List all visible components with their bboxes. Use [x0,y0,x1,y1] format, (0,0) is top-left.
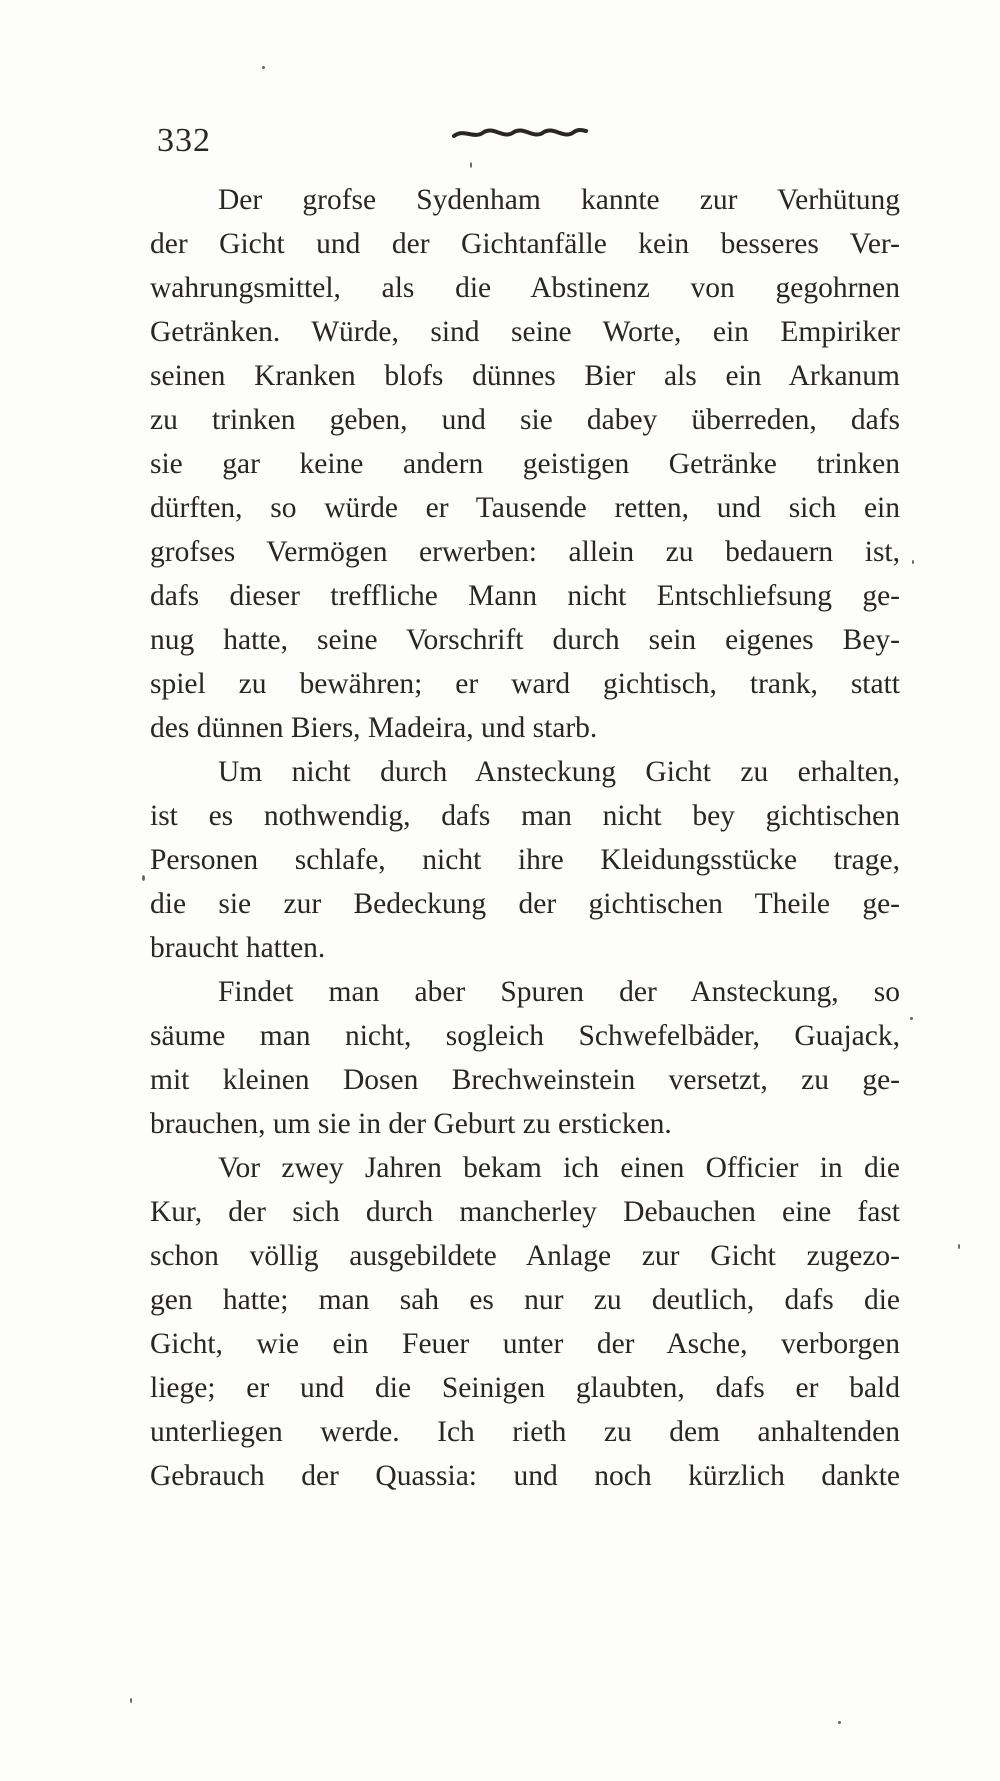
scan-speck [130,1698,132,1703]
text-line: wahrungsmittel, als die Abstinenz von gegohrnen [150,272,900,304]
scan-speck [142,875,145,881]
text-line: unterliegen werde. Ich rieth zu dem anhaltenden [150,1416,900,1448]
text-line: Gebrauch der Quassia: und noch kürzlich dankte [150,1460,900,1492]
text-line: liege; er und die Seinigen glaubten, dafs er bald [150,1372,900,1404]
text-line: dürften, so würde er Tausende retten, und sich ein [150,492,900,524]
text-line: nug hatte, seine Vorschrift durch sein eigenes Bey- [150,624,900,656]
text-line: ist es nothwendig, dafs man nicht bey gichtischen [150,800,900,832]
paragraph-4 [150,1146,900,1498]
text-line: seinen Kranken blofs dünnes Bier als ein Arkanum [150,360,900,392]
text-line: schon völlig ausgebildete Anlage zur Gicht zugezo- [150,1240,900,1272]
text-line: Vor zwey Jahren bekam ich einen Officier in die [218,1152,900,1184]
text-line: grofses Vermögen erwerben: allein zu bedauern ist, [150,536,900,568]
scan-speck [838,1721,841,1724]
text-line: dafs dieser treffliche Mann nicht Entschliefsung ge- [150,580,900,612]
scan-speck [470,162,472,168]
text-line: Getränken. Würde, sind seine Worte, ein Empiriker [150,316,900,348]
scan-speck [958,1244,960,1249]
text-line: zu trinken geben, und sie dabey überreden, dafs [150,404,900,436]
scan-speck [910,1017,913,1020]
text-line: braucht hatten. [150,932,326,964]
text-line: Kur, der sich durch mancherley Debauchen eine fast [150,1196,900,1228]
page-number: 332 [157,122,211,159]
paragraph-2 [150,750,900,970]
text-line: spiel zu bewähren; er ward gichtisch, trank, statt [150,668,900,700]
text-line: Um nicht durch Ansteckung Gicht zu erhalten, [218,756,900,788]
paragraph-1 [150,178,900,750]
scan-speck [262,66,265,69]
text-line: Der grofse Sydenham kannte zur Verhütung [218,184,900,216]
text-line: die sie zur Bedeckung der gichtischen Theile ge- [150,888,900,920]
text-line: säume man nicht, sogleich Schwefelbäder, Guajack, [150,1020,900,1052]
text-line: gen hatte; man sah es nur zu deutlich, dafs die [150,1284,900,1316]
text-line: Findet man aber Spuren der Ansteckung, so [218,976,900,1008]
text-line: des dünnen Biers, Madeira, und starb. [150,712,598,744]
body-text [150,178,900,1498]
text-line: Personen schlafe, nicht ihre Kleidungsstücke trage, [150,844,900,876]
scan-speck [912,560,914,564]
text-line: brauchen, um sie in der Geburt zu ersticken. [150,1108,672,1140]
text-line: mit kleinen Dosen Brechweinstein versetzt, zu ge- [150,1064,900,1096]
text-line: der Gicht und der Gichtanfälle kein besseres Ver- [150,228,900,260]
text-line: Gicht, wie ein Feuer unter der Asche, verborgen [150,1328,900,1360]
header-ornament [450,122,590,146]
paragraph-3 [150,970,900,1146]
text-line: sie gar keine andern geistigen Getränke trinken [150,448,900,480]
